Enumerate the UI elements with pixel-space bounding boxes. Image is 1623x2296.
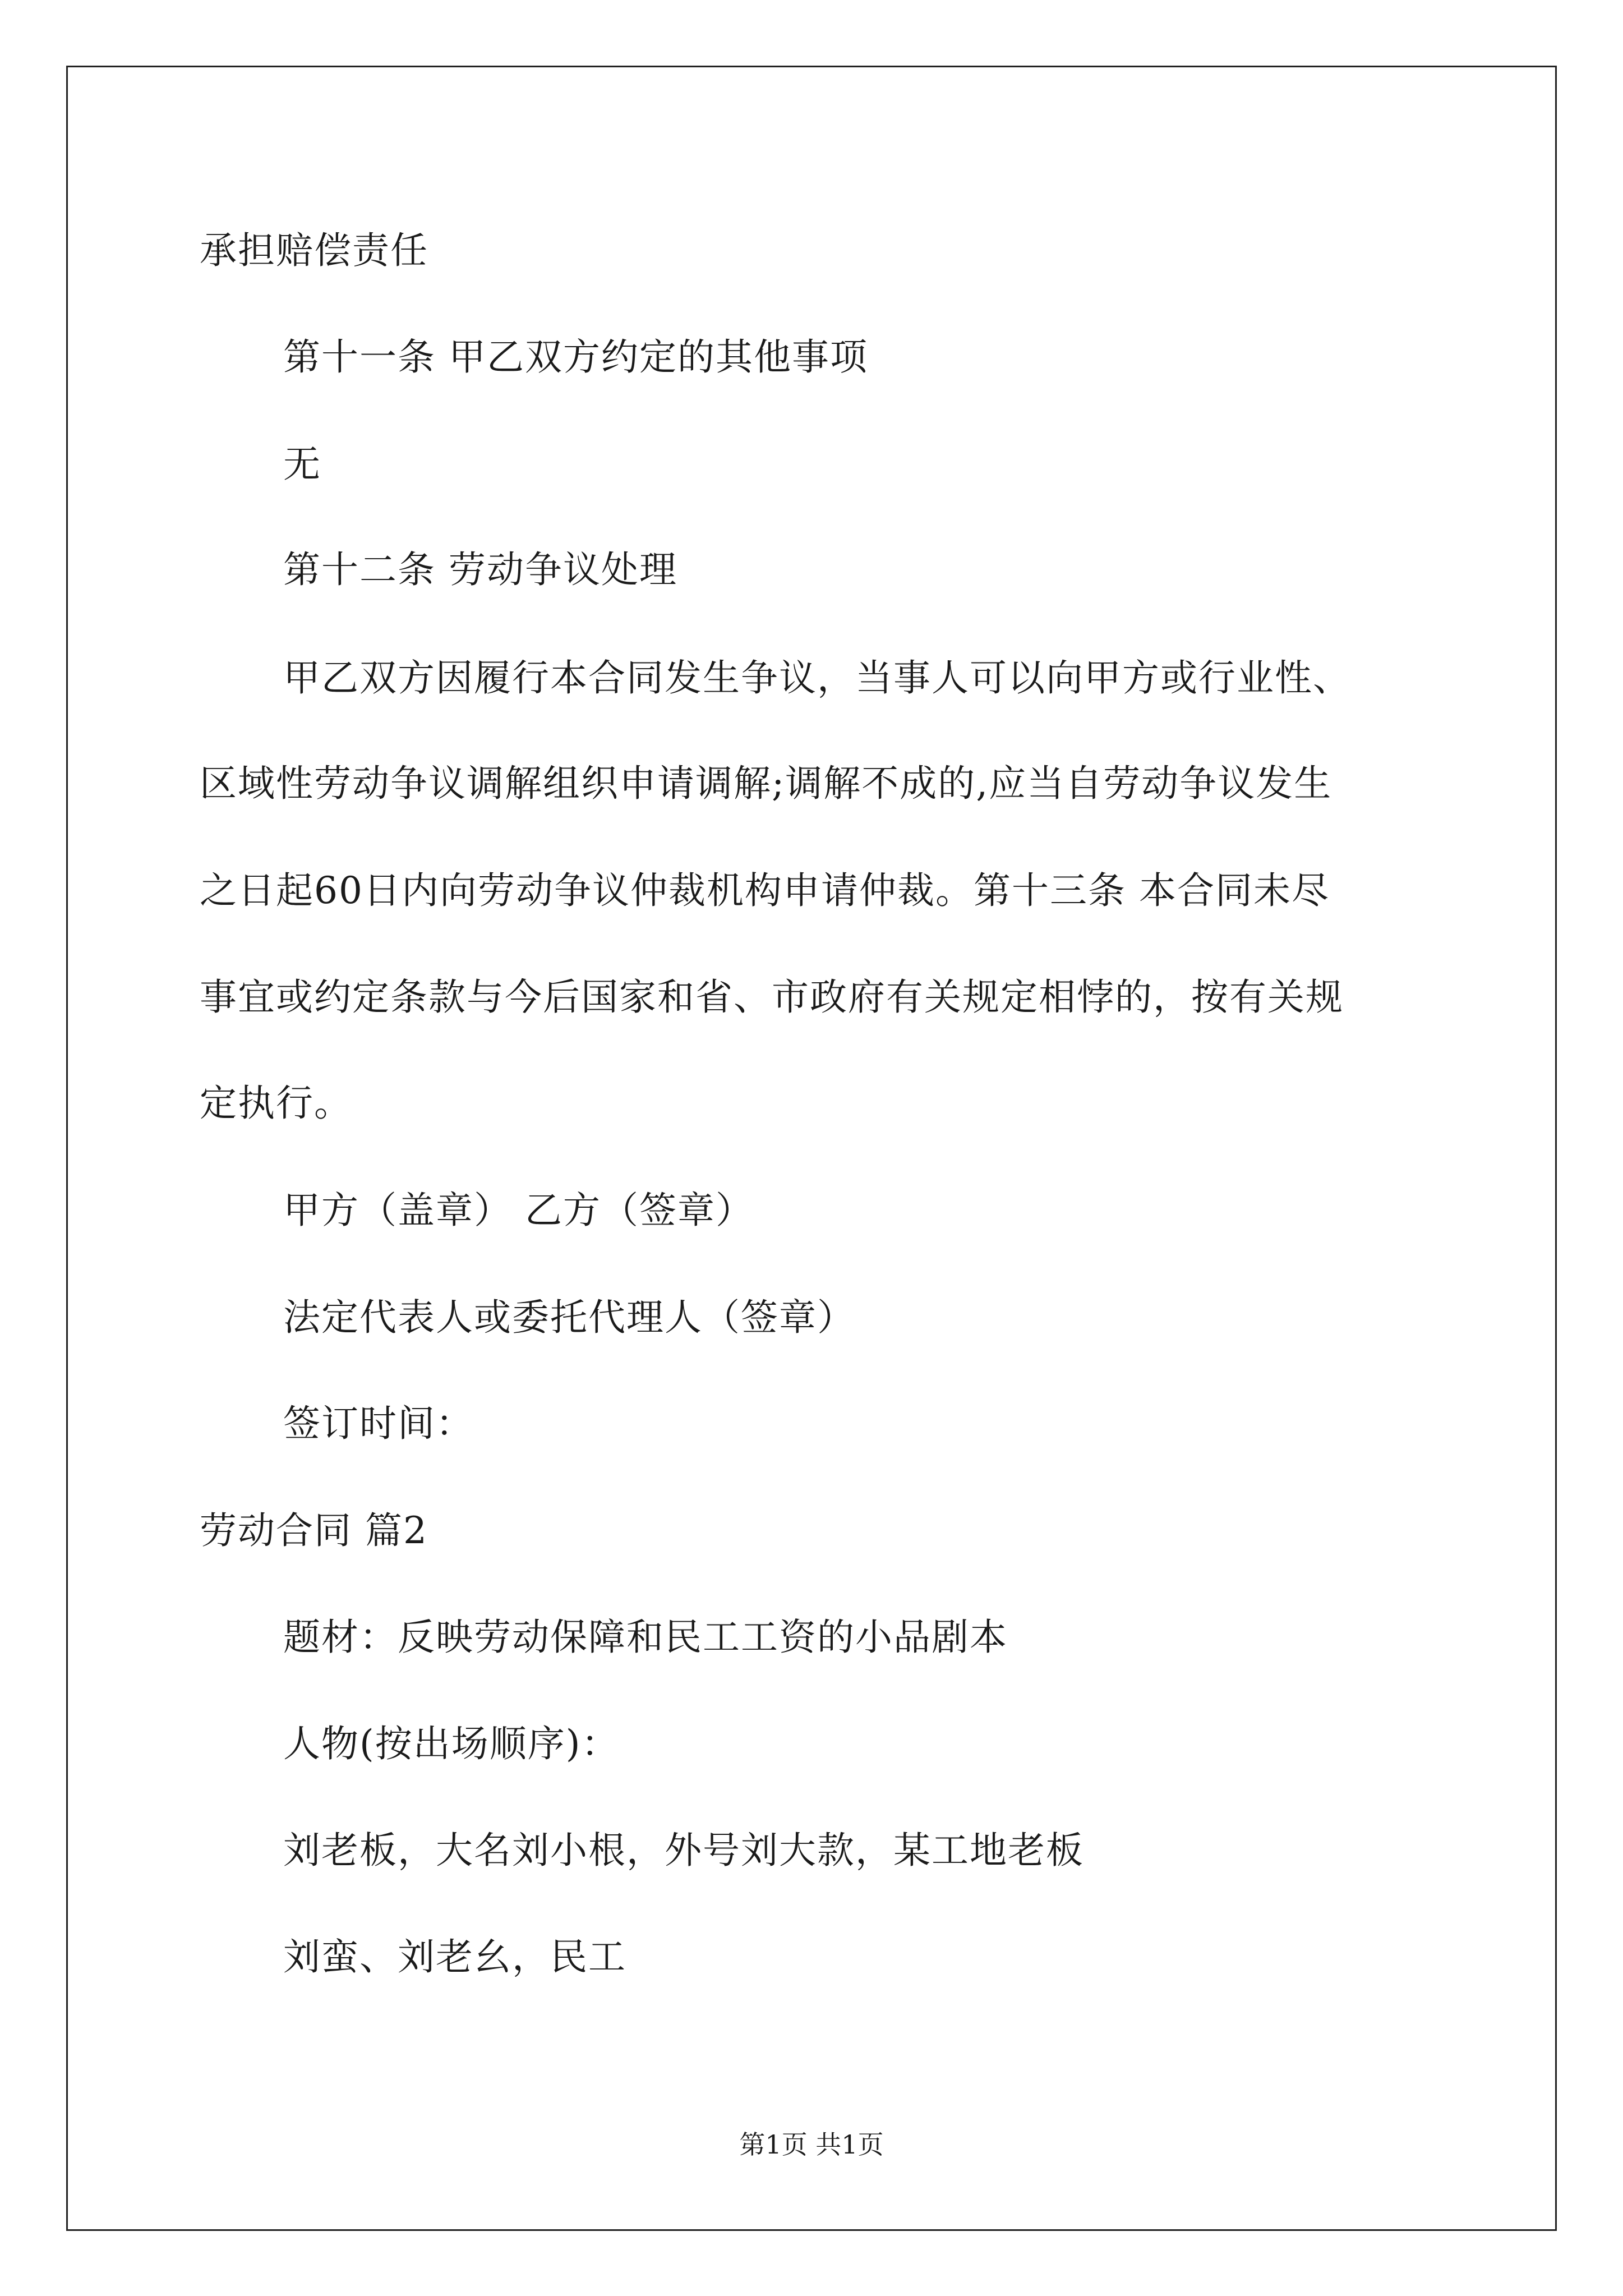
text-line: 刘老板，大名刘小根，外号刘大款，某工地老板 — [283, 1829, 1084, 1872]
text-line: 之日起60日内向劳动争议仲裁机构申请仲裁。第十三条 本合同未尽 — [200, 869, 1330, 912]
text-line: 定执行。 — [200, 1082, 352, 1125]
text-line: 甲方（盖章） 乙方（签章） — [283, 1189, 754, 1232]
page-footer: 第1页 共1页 — [739, 2129, 884, 2160]
text-line: 承担赔偿责任 — [200, 229, 428, 272]
section-heading: 劳动合同 篇2 — [200, 1509, 428, 1552]
page-frame — [66, 66, 1557, 2231]
text-line: 签订时间： — [283, 1402, 474, 1445]
text-line: 甲乙双方因履行本合同发生争议，当事人可以向甲方或行业性、 — [283, 656, 1351, 700]
text-line: 区域性劳动争议调解组织申请调解;调解不成的,应当自劳动争议发生 — [200, 762, 1332, 805]
text-line: 刘蛮、刘老幺，民工 — [283, 1935, 626, 1978]
text-line: 第十一条 甲乙双方约定的其他事项 — [283, 335, 868, 379]
text-line: 题材：反映劳动保障和民工工资的小品剧本 — [283, 1616, 1008, 1659]
text-line: 无 — [283, 443, 321, 486]
text-line: 人物(按出场顺序)： — [283, 1722, 620, 1765]
text-line: 事宜或约定条款与今后国家和省、市政府有关规定相悖的，按有关规 — [200, 976, 1344, 1019]
text-line: 第十二条 劳动争议处理 — [283, 548, 677, 591]
text-line: 法定代表人或委托代理人（签章） — [283, 1296, 855, 1339]
